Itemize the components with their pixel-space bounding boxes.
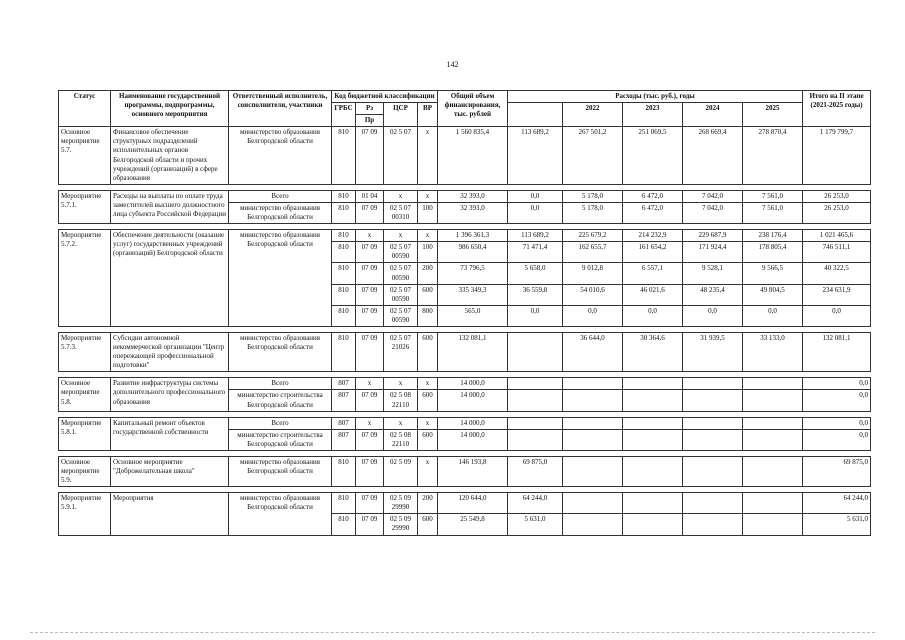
grbs-cell: 807 <box>332 417 356 429</box>
year-2023-cell: 6 472,0 <box>623 202 683 223</box>
grbs-cell: 810 <box>332 127 356 185</box>
year-2022-cell: 267 501,2 <box>563 127 623 185</box>
vr-cell: 800 <box>418 305 438 326</box>
grbs-cell: 810 <box>332 242 356 263</box>
page-number: 142 <box>446 60 459 69</box>
year-2024-cell: 31 939,5 <box>683 332 743 371</box>
rzpr-cell: 01 04 <box>356 190 384 202</box>
year-2023-cell: 6 557,1 <box>623 263 683 284</box>
csr-cell: 02 5 07 00590 <box>384 284 418 305</box>
rzpr-cell: x <box>356 378 384 390</box>
header-csr: ЦСР <box>384 103 418 127</box>
grbs-cell: 810 <box>332 230 356 242</box>
year-2024-cell <box>683 456 743 486</box>
itogo-cell: 69 875,0 <box>803 456 871 486</box>
grbs-cell: 807 <box>332 429 356 450</box>
total-cell: 32 393,0 <box>438 202 508 223</box>
header-itogo: Итого на II этапе (2021-2025 годы) <box>803 91 871 127</box>
year-2024-cell <box>683 493 743 514</box>
year-2025-cell: 0,0 <box>743 305 803 326</box>
total-cell: 146 193,8 <box>438 456 508 486</box>
total-cell: 335 349,3 <box>438 284 508 305</box>
grbs-cell: 810 <box>332 202 356 223</box>
year-2022-cell <box>563 456 623 486</box>
year-2024-cell: 268 669,4 <box>683 127 743 185</box>
table-row <box>59 417 871 429</box>
total-cell: 73 796,5 <box>438 263 508 284</box>
year-blank-cell: 0,0 <box>508 202 563 223</box>
year-blank-cell <box>508 390 563 411</box>
vr-cell: x <box>418 456 438 486</box>
year-2023-cell <box>623 378 683 390</box>
vr-cell: x <box>418 127 438 185</box>
grbs-cell: 810 <box>332 514 356 535</box>
total-cell: 1 560 835,4 <box>438 127 508 185</box>
vr-cell: x <box>418 417 438 429</box>
year-2023-cell <box>623 429 683 450</box>
vr-cell: 600 <box>418 429 438 450</box>
year-2022-cell: 162 655,7 <box>563 242 623 263</box>
year-blank-cell <box>508 332 563 371</box>
year-2022-cell: 225 679,2 <box>563 230 623 242</box>
status-cell: Основное мероприятие 5.8. <box>59 378 111 411</box>
year-blank-cell: 64 244,0 <box>508 493 563 514</box>
csr-cell: 02 5 09 <box>384 456 418 486</box>
header-year-2022: 2022 <box>563 103 623 127</box>
budget-table <box>58 90 871 536</box>
year-2023-cell: 46 021,6 <box>623 284 683 305</box>
status-cell: Мероприятие 5.8.1. <box>59 417 111 450</box>
grbs-cell: 810 <box>332 190 356 202</box>
year-2022-cell <box>563 429 623 450</box>
name-cell: Расходы на выплаты по оплате труда заместителей высшего должностного лица субъекта Российской Федерации <box>111 190 229 223</box>
total-cell: 14 000,0 <box>438 378 508 390</box>
year-blank-cell: 0,0 <box>508 190 563 202</box>
grbs-cell: 807 <box>332 390 356 411</box>
name-cell: Субсидии автономной некоммерческой организации "Центр опережающей профессиональной подготовки" <box>111 332 229 371</box>
itogo-cell: 0,0 <box>803 305 871 326</box>
grbs-cell: 810 <box>332 456 356 486</box>
year-2024-cell <box>683 390 743 411</box>
header-code: Код бюджетной классификации <box>332 91 438 103</box>
responsible-cell: министерство образования Белгородской области <box>229 127 332 185</box>
total-cell: 32 393,0 <box>438 190 508 202</box>
year-2024-cell: 48 235,4 <box>683 284 743 305</box>
year-2024-cell: 171 924,4 <box>683 242 743 263</box>
responsible-cell: министерство образования Белгородской области <box>229 332 332 371</box>
total-cell: 132 081,1 <box>438 332 508 371</box>
year-blank-cell: 69 875,0 <box>508 456 563 486</box>
year-2025-cell: 7 561,0 <box>743 202 803 223</box>
rzpr-cell: 07 09 <box>356 332 384 371</box>
vr-cell: 100 <box>418 202 438 223</box>
itogo-cell: 0,0 <box>803 417 871 429</box>
total-cell: 986 650,4 <box>438 242 508 263</box>
rzpr-cell: 07 09 <box>356 263 384 284</box>
header-year-2024: 2024 <box>683 103 743 127</box>
total-cell: 14 000,0 <box>438 417 508 429</box>
status-cell: Мероприятие 5.9.1. <box>59 493 111 535</box>
year-2025-cell <box>743 390 803 411</box>
itogo-cell: 26 253,0 <box>803 190 871 202</box>
year-blank-cell: 113 689,2 <box>508 230 563 242</box>
responsible-cell: Всего <box>229 378 332 390</box>
vr-cell: 100 <box>418 242 438 263</box>
year-2022-cell <box>563 493 623 514</box>
year-2022-cell: 0,0 <box>563 305 623 326</box>
year-2024-cell <box>683 378 743 390</box>
status-cell: Мероприятие 5.7.1. <box>59 190 111 223</box>
status-cell: Основное мероприятие 5.9. <box>59 456 111 486</box>
csr-cell: x <box>384 190 418 202</box>
year-2023-cell <box>623 417 683 429</box>
grbs-cell: 810 <box>332 493 356 514</box>
name-cell: Обеспечение деятельности (оказание услуг) государственных учреждений (организаций) Белгородской области <box>111 230 229 327</box>
year-2025-cell <box>743 378 803 390</box>
year-2024-cell: 0,0 <box>683 305 743 326</box>
year-2025-cell <box>743 429 803 450</box>
csr-cell: 02 5 08 22110 <box>384 390 418 411</box>
vr-cell: x <box>418 230 438 242</box>
year-2024-cell <box>683 429 743 450</box>
year-2022-cell: 36 644,0 <box>563 332 623 371</box>
itogo-cell: 234 631,9 <box>803 284 871 305</box>
rzpr-cell: 07 09 <box>356 429 384 450</box>
year-2023-cell <box>623 493 683 514</box>
year-2025-cell: 7 561,0 <box>743 190 803 202</box>
table-row <box>59 493 871 514</box>
rzpr-cell: 07 09 <box>356 390 384 411</box>
table-row <box>59 332 871 371</box>
rzpr-cell: 07 09 <box>356 284 384 305</box>
itogo-cell: 26 253,0 <box>803 202 871 223</box>
year-2023-cell <box>623 456 683 486</box>
total-cell: 14 000,0 <box>438 429 508 450</box>
csr-cell: 02 5 07 00590 <box>384 242 418 263</box>
header-grbs: ГРБС <box>332 103 356 127</box>
header-total: Общий объем финансирования, тыс. рублей <box>438 91 508 127</box>
responsible-cell: министерство образования Белгородской области <box>229 456 332 486</box>
total-cell: 25 549,8 <box>438 514 508 535</box>
year-2025-cell: 178 805,4 <box>743 242 803 263</box>
year-2022-cell <box>563 390 623 411</box>
year-blank-cell: 5 631,0 <box>508 514 563 535</box>
responsible-cell: министерство строительства Белгородской области <box>229 429 332 450</box>
header-pr: Пр <box>356 115 384 127</box>
year-blank-cell <box>508 417 563 429</box>
year-2022-cell: 9 012,8 <box>563 263 623 284</box>
header-year-blank <box>508 103 563 127</box>
year-2022-cell: 5 178,0 <box>563 202 623 223</box>
csr-cell: 02 5 07 <box>384 127 418 185</box>
rzpr-cell: 07 09 <box>356 305 384 326</box>
responsible-cell: министерство образования Белгородской области <box>229 202 332 223</box>
rzpr-cell: 07 09 <box>356 127 384 185</box>
rzpr-cell: 07 09 <box>356 456 384 486</box>
total-cell: 120 644,0 <box>438 493 508 514</box>
name-cell: Развитие инфраструктуры системы дополнительного профессионального образования <box>111 378 229 411</box>
rzpr-cell: 07 09 <box>356 242 384 263</box>
total-cell: 565,0 <box>438 305 508 326</box>
header-expenses: Расходы (тыс. руб.), годы <box>508 91 803 103</box>
csr-cell: 02 5 07 00590 <box>384 305 418 326</box>
rzpr-cell: 07 09 <box>356 493 384 514</box>
table-row <box>59 456 871 486</box>
name-cell: Основное мероприятие "Доброжелательная школа" <box>111 456 229 486</box>
header-vr: ВР <box>418 103 438 127</box>
year-2023-cell: 30 364,6 <box>623 332 683 371</box>
year-blank-cell: 0,0 <box>508 305 563 326</box>
year-blank-cell <box>508 378 563 390</box>
responsible-cell: министерство образования Белгородской области <box>229 230 332 327</box>
year-2025-cell <box>743 456 803 486</box>
year-2022-cell: 5 178,0 <box>563 190 623 202</box>
csr-cell: 02 5 09 29990 <box>384 514 418 535</box>
year-blank-cell: 5 658,0 <box>508 263 563 284</box>
vr-cell: x <box>418 378 438 390</box>
year-2024-cell <box>683 514 743 535</box>
year-2023-cell: 251 069,5 <box>623 127 683 185</box>
year-blank-cell: 36 559,8 <box>508 284 563 305</box>
rzpr-cell: 07 09 <box>356 202 384 223</box>
responsible-cell: министерство строительства Белгородской области <box>229 390 332 411</box>
csr-cell: 02 5 07 21026 <box>384 332 418 371</box>
itogo-cell: 1 179 799,7 <box>803 127 871 185</box>
scan-edge-line <box>30 632 875 633</box>
name-cell: Финансовое обеспечение структурных подразделений исполнительных органов Белгородской области и прочих учреждений (организаций) в сфере образования <box>111 127 229 185</box>
status-cell: Основное мероприятие 5.7. <box>59 127 111 185</box>
year-2022-cell <box>563 378 623 390</box>
year-2022-cell <box>563 514 623 535</box>
itogo-cell: 0,0 <box>803 390 871 411</box>
csr-cell: 02 5 07 00590 <box>384 263 418 284</box>
header-name: Наименование государственной программы, подпрограммы, основного мероприятия <box>111 91 229 127</box>
responsible-cell: Всего <box>229 417 332 429</box>
itogo-cell: 132 081,1 <box>803 332 871 371</box>
vr-cell: 200 <box>418 263 438 284</box>
year-blank-cell <box>508 429 563 450</box>
year-blank-cell: 71 471,4 <box>508 242 563 263</box>
table-row <box>59 378 871 390</box>
year-2025-cell <box>743 514 803 535</box>
table-row <box>59 127 871 185</box>
itogo-cell: 746 511,1 <box>803 242 871 263</box>
year-2025-cell: 9 566,5 <box>743 263 803 284</box>
year-2023-cell <box>623 390 683 411</box>
year-2022-cell: 54 010,6 <box>563 284 623 305</box>
year-2025-cell: 238 176,4 <box>743 230 803 242</box>
name-cell: Капитальный ремонт объектов государственной собственности <box>111 417 229 450</box>
header-year-2025: 2025 <box>743 103 803 127</box>
rzpr-cell: x <box>356 417 384 429</box>
grbs-cell: 810 <box>332 284 356 305</box>
header-year-2023: 2023 <box>623 103 683 127</box>
itogo-cell: 0,0 <box>803 378 871 390</box>
year-2024-cell: 9 528,1 <box>683 263 743 284</box>
header-status: Статус <box>59 91 111 127</box>
year-2025-cell <box>743 417 803 429</box>
itogo-cell: 5 631,0 <box>803 514 871 535</box>
header-rz: Рз <box>356 103 384 115</box>
year-2022-cell <box>563 417 623 429</box>
table-row <box>59 230 871 242</box>
table-row <box>59 190 871 202</box>
year-2024-cell <box>683 417 743 429</box>
csr-cell: 02 5 08 22110 <box>384 429 418 450</box>
year-2023-cell: 161 654,2 <box>623 242 683 263</box>
year-2025-cell: 278 870,4 <box>743 127 803 185</box>
itogo-cell: 64 244,0 <box>803 493 871 514</box>
itogo-cell: 0,0 <box>803 429 871 450</box>
status-cell: Мероприятие 5.7.3. <box>59 332 111 371</box>
year-2023-cell: 0,0 <box>623 305 683 326</box>
rzpr-cell: 07 09 <box>356 514 384 535</box>
year-2024-cell: 7 042,0 <box>683 202 743 223</box>
year-blank-cell: 113 689,2 <box>508 127 563 185</box>
grbs-cell: 810 <box>332 263 356 284</box>
rzpr-cell: x <box>356 230 384 242</box>
csr-cell: 02 5 07 00310 <box>384 202 418 223</box>
grbs-cell: 810 <box>332 305 356 326</box>
header-responsible: Ответственный исполнитель, соисполнители, участники <box>229 91 332 127</box>
itogo-cell: 1 021 465,6 <box>803 230 871 242</box>
vr-cell: 600 <box>418 514 438 535</box>
vr-cell: 600 <box>418 332 438 371</box>
csr-cell: x <box>384 230 418 242</box>
status-cell: Мероприятие 5.7.2. <box>59 230 111 327</box>
year-2023-cell <box>623 514 683 535</box>
grbs-cell: 810 <box>332 332 356 371</box>
year-2023-cell: 214 232,9 <box>623 230 683 242</box>
year-2025-cell: 33 133,0 <box>743 332 803 371</box>
year-2025-cell: 49 804,5 <box>743 284 803 305</box>
itogo-cell: 40 322,5 <box>803 263 871 284</box>
responsible-cell: министерство образования Белгородской области <box>229 493 332 535</box>
year-2025-cell <box>743 493 803 514</box>
responsible-cell: Всего <box>229 190 332 202</box>
grbs-cell: 807 <box>332 378 356 390</box>
csr-cell: x <box>384 378 418 390</box>
vr-cell: 600 <box>418 284 438 305</box>
name-cell: Мероприятия <box>111 493 229 535</box>
csr-cell: 02 5 09 29990 <box>384 493 418 514</box>
total-cell: 1 396 361,3 <box>438 230 508 242</box>
year-2024-cell: 7 042,0 <box>683 190 743 202</box>
year-2023-cell: 6 472,0 <box>623 190 683 202</box>
vr-cell: x <box>418 190 438 202</box>
vr-cell: 200 <box>418 493 438 514</box>
vr-cell: 600 <box>418 390 438 411</box>
total-cell: 14 000,0 <box>438 390 508 411</box>
csr-cell: x <box>384 417 418 429</box>
year-2024-cell: 229 687,9 <box>683 230 743 242</box>
